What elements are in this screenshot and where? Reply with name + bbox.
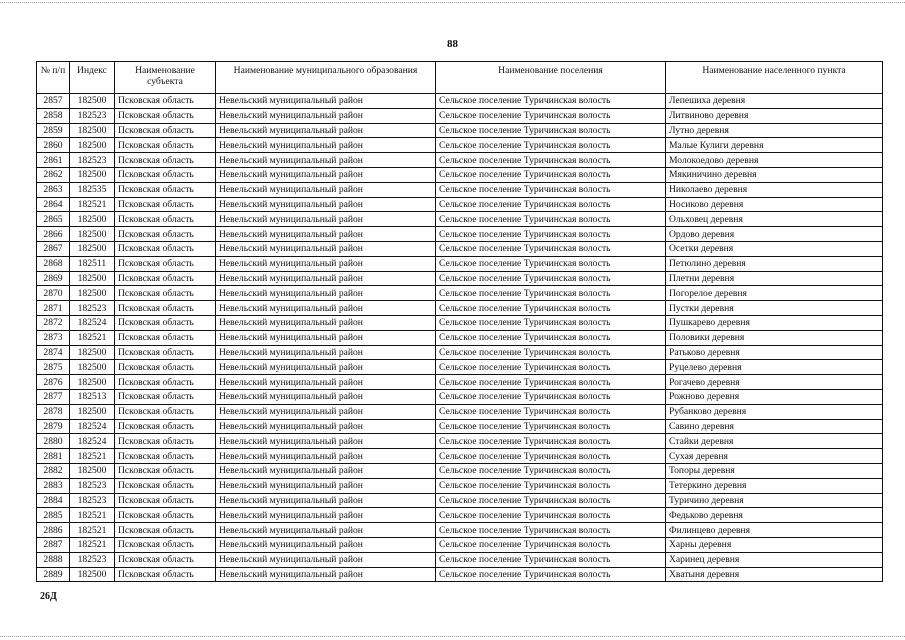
- locality-name: Руцелево деревня: [666, 360, 883, 375]
- municipality-name: Невельский муниципальный район: [216, 167, 436, 182]
- municipality-name: Невельский муниципальный район: [216, 493, 436, 508]
- settlement-name: Сельское поселение Туричинская волость: [436, 434, 666, 449]
- subject-name: Псковская область: [115, 182, 216, 197]
- municipality-name: Невельский муниципальный район: [216, 197, 436, 212]
- table-row: [37, 153, 883, 168]
- table-row: [37, 375, 883, 390]
- row-number: 2888: [37, 552, 70, 567]
- postal-index: 182521: [70, 330, 115, 345]
- settlement-name: Сельское поселение Туричинская волость: [436, 94, 666, 109]
- row-number: 2880: [37, 434, 70, 449]
- locality-name: Рубанково деревня: [666, 404, 883, 419]
- row-number: 2884: [37, 493, 70, 508]
- subject-name: Псковская область: [115, 271, 216, 286]
- subject-name: Псковская область: [115, 256, 216, 271]
- postal-index: 182500: [70, 404, 115, 419]
- municipality-name: Невельский муниципальный район: [216, 227, 436, 242]
- locality-name: Топоры деревня: [666, 463, 883, 478]
- postal-index: 182500: [70, 138, 115, 153]
- settlement-name: Сельское поселение Туричинская волость: [436, 508, 666, 523]
- subject-name: Псковская область: [115, 153, 216, 168]
- table-row: [37, 404, 883, 419]
- postal-index: 182521: [70, 508, 115, 523]
- page-number: 88: [447, 38, 458, 50]
- settlement-name: Сельское поселение Туричинская волость: [436, 182, 666, 197]
- municipality-name: Невельский муниципальный район: [216, 345, 436, 360]
- table-row: [37, 94, 883, 109]
- table-row: [37, 523, 883, 538]
- settlement-name: Сельское поселение Туричинская волость: [436, 241, 666, 256]
- subject-name: Псковская область: [115, 330, 216, 345]
- header-locality: Наименование населенного пункта: [666, 62, 883, 94]
- row-number: 2862: [37, 167, 70, 182]
- locality-name: Ратьково деревня: [666, 345, 883, 360]
- row-number: 2875: [37, 360, 70, 375]
- locality-name: Мякиничино деревня: [666, 167, 883, 182]
- postal-index: 182500: [70, 241, 115, 256]
- postal-index: 182500: [70, 123, 115, 138]
- municipality-name: Невельский муниципальный район: [216, 434, 436, 449]
- table-row: [37, 419, 883, 434]
- row-number: 2866: [37, 227, 70, 242]
- settlement-name: Сельское поселение Туричинская волость: [436, 315, 666, 330]
- scan-top-edge: [0, 2, 905, 3]
- table-row: [37, 567, 883, 582]
- subject-name: Псковская область: [115, 360, 216, 375]
- subject-name: Псковская область: [115, 212, 216, 227]
- subject-name: Псковская область: [115, 167, 216, 182]
- postal-index: 182523: [70, 301, 115, 316]
- municipality-name: Невельский муниципальный район: [216, 153, 436, 168]
- row-number: 2869: [37, 271, 70, 286]
- table-row: [37, 537, 883, 552]
- subject-name: Псковская область: [115, 94, 216, 109]
- postal-index: 182521: [70, 537, 115, 552]
- subject-name: Псковская область: [115, 123, 216, 138]
- row-number: 2887: [37, 537, 70, 552]
- settlement-name: Сельское поселение Туричинская волость: [436, 123, 666, 138]
- row-number: 2867: [37, 241, 70, 256]
- locality-name: Филинцево деревня: [666, 523, 883, 538]
- postal-index: 182500: [70, 463, 115, 478]
- table-row: [37, 182, 883, 197]
- postal-index: 182524: [70, 315, 115, 330]
- municipality-name: Невельский муниципальный район: [216, 537, 436, 552]
- settlement-name: Сельское поселение Туричинская волость: [436, 227, 666, 242]
- row-number: 2857: [37, 94, 70, 109]
- subject-name: Псковская область: [115, 493, 216, 508]
- settlement-name: Сельское поселение Туричинская волость: [436, 108, 666, 123]
- settlement-name: Сельское поселение Туричинская волость: [436, 419, 666, 434]
- locality-name: Рогачево деревня: [666, 375, 883, 390]
- row-number: 2859: [37, 123, 70, 138]
- municipality-name: Невельский муниципальный район: [216, 94, 436, 109]
- row-number: 2883: [37, 478, 70, 493]
- postal-index: 182523: [70, 478, 115, 493]
- postal-index: 182500: [70, 167, 115, 182]
- row-number: 2881: [37, 449, 70, 464]
- locality-name: Пушкарево деревня: [666, 315, 883, 330]
- locality-name: Литвиново деревня: [666, 108, 883, 123]
- row-number: 2885: [37, 508, 70, 523]
- table-row: [37, 167, 883, 182]
- locality-name: Туричино деревня: [666, 493, 883, 508]
- settlement-name: Сельское поселение Туричинская волость: [436, 567, 666, 582]
- locality-name: Половики деревня: [666, 330, 883, 345]
- row-number: 2873: [37, 330, 70, 345]
- postal-index: 182500: [70, 286, 115, 301]
- table-row: [37, 138, 883, 153]
- municipality-name: Невельский муниципальный район: [216, 108, 436, 123]
- table-row: [37, 301, 883, 316]
- table-row: [37, 389, 883, 404]
- postal-index: 182524: [70, 434, 115, 449]
- municipality-name: Невельский муниципальный район: [216, 182, 436, 197]
- postal-index: 182500: [70, 212, 115, 227]
- postal-index: 182535: [70, 182, 115, 197]
- subject-name: Псковская область: [115, 197, 216, 212]
- municipality-name: Невельский муниципальный район: [216, 375, 436, 390]
- municipality-name: Невельский муниципальный район: [216, 478, 436, 493]
- municipality-name: Невельский муниципальный район: [216, 419, 436, 434]
- row-number: 2860: [37, 138, 70, 153]
- row-number: 2889: [37, 567, 70, 582]
- municipality-name: Невельский муниципальный район: [216, 523, 436, 538]
- settlement-name: Сельское поселение Туричинская волость: [436, 153, 666, 168]
- settlement-name: Сельское поселение Туричинская волость: [436, 404, 666, 419]
- municipality-name: Невельский муниципальный район: [216, 360, 436, 375]
- row-number: 2871: [37, 301, 70, 316]
- table-row: [37, 241, 883, 256]
- postal-index: 182500: [70, 271, 115, 286]
- postal-index: 182500: [70, 227, 115, 242]
- settlement-name: Сельское поселение Туричинская волость: [436, 330, 666, 345]
- settlement-name: Сельское поселение Туричинская волость: [436, 138, 666, 153]
- postal-index: 182521: [70, 197, 115, 212]
- postal-index: 182500: [70, 345, 115, 360]
- postal-index: 182500: [70, 375, 115, 390]
- locality-name: Малые Кулиги деревня: [666, 138, 883, 153]
- municipality-name: Невельский муниципальный район: [216, 212, 436, 227]
- locality-name: Хватыня деревня: [666, 567, 883, 582]
- row-number: 2861: [37, 153, 70, 168]
- table-header-row: [37, 62, 883, 94]
- locality-name: Сухая деревня: [666, 449, 883, 464]
- municipality-name: Невельский муниципальный район: [216, 389, 436, 404]
- municipality-name: Невельский муниципальный район: [216, 256, 436, 271]
- postal-index: 182523: [70, 552, 115, 567]
- row-number: 2863: [37, 182, 70, 197]
- table-row: [37, 123, 883, 138]
- postal-index: 182523: [70, 493, 115, 508]
- subject-name: Псковская область: [115, 301, 216, 316]
- header-settlement: Наименование поселения: [436, 62, 666, 94]
- locality-name: Ольховец деревня: [666, 212, 883, 227]
- postal-index: 182523: [70, 108, 115, 123]
- scan-bottom-edge: [0, 636, 905, 637]
- settlement-name: Сельское поселение Туричинская волость: [436, 271, 666, 286]
- table-row: [37, 315, 883, 330]
- row-number: 2886: [37, 523, 70, 538]
- municipality-name: Невельский муниципальный район: [216, 508, 436, 523]
- subject-name: Псковская область: [115, 463, 216, 478]
- locality-name: Ордово деревня: [666, 227, 883, 242]
- settlement-name: Сельское поселение Туричинская волость: [436, 523, 666, 538]
- locality-name: Молокоедово деревня: [666, 153, 883, 168]
- settlement-name: Сельское поселение Туричинская волость: [436, 389, 666, 404]
- settlement-name: Сельское поселение Туричинская волость: [436, 256, 666, 271]
- locality-name: Стайки деревня: [666, 434, 883, 449]
- header-municipality: Наименование муниципального образования: [216, 62, 436, 94]
- row-number: 2864: [37, 197, 70, 212]
- settlements-table: [36, 61, 883, 582]
- table-row: [37, 493, 883, 508]
- table-row: [37, 552, 883, 567]
- row-number: 2879: [37, 419, 70, 434]
- table-row: [37, 345, 883, 360]
- locality-name: Лепешиха деревня: [666, 94, 883, 109]
- subject-name: Псковская область: [115, 286, 216, 301]
- postal-index: 182500: [70, 360, 115, 375]
- locality-name: Пустки деревня: [666, 301, 883, 316]
- locality-name: Николаево деревня: [666, 182, 883, 197]
- municipality-name: Невельский муниципальный район: [216, 404, 436, 419]
- locality-name: Федьково деревня: [666, 508, 883, 523]
- subject-name: Псковская область: [115, 478, 216, 493]
- locality-name: Осетки деревня: [666, 241, 883, 256]
- subject-name: Псковская область: [115, 449, 216, 464]
- postal-index: 182500: [70, 567, 115, 582]
- municipality-name: Невельский муниципальный район: [216, 301, 436, 316]
- table-row: [37, 449, 883, 464]
- postal-index: 182523: [70, 153, 115, 168]
- subject-name: Псковская область: [115, 419, 216, 434]
- subject-name: Псковская область: [115, 389, 216, 404]
- subject-name: Псковская область: [115, 315, 216, 330]
- row-number: 2876: [37, 375, 70, 390]
- municipality-name: Невельский муниципальный район: [216, 463, 436, 478]
- locality-name: Носиково деревня: [666, 197, 883, 212]
- header-number: № п/п: [37, 62, 70, 94]
- subject-name: Псковская область: [115, 552, 216, 567]
- row-number: 2874: [37, 345, 70, 360]
- settlement-name: Сельское поселение Туричинская волость: [436, 167, 666, 182]
- row-number: 2865: [37, 212, 70, 227]
- municipality-name: Невельский муниципальный район: [216, 330, 436, 345]
- subject-name: Псковская область: [115, 508, 216, 523]
- settlement-name: Сельское поселение Туричинская волость: [436, 552, 666, 567]
- municipality-name: Невельский муниципальный район: [216, 123, 436, 138]
- municipality-name: Невельский муниципальный район: [216, 567, 436, 582]
- locality-name: Харинец деревня: [666, 552, 883, 567]
- settlement-name: Сельское поселение Туричинская волость: [436, 212, 666, 227]
- municipality-name: Невельский муниципальный район: [216, 241, 436, 256]
- postal-index: 182521: [70, 523, 115, 538]
- municipality-name: Невельский муниципальный район: [216, 138, 436, 153]
- row-number: 2872: [37, 315, 70, 330]
- settlement-name: Сельское поселение Туричинская волость: [436, 463, 666, 478]
- settlement-name: Сельское поселение Туричинская волость: [436, 493, 666, 508]
- table-row: [37, 256, 883, 271]
- table-row: [37, 108, 883, 123]
- postal-index: 182521: [70, 449, 115, 464]
- table-row: [37, 197, 883, 212]
- row-number: 2858: [37, 108, 70, 123]
- settlement-name: Сельское поселение Туричинская волость: [436, 478, 666, 493]
- locality-name: Савино деревня: [666, 419, 883, 434]
- subject-name: Псковская область: [115, 434, 216, 449]
- settlement-name: Сельское поселение Туричинская волость: [436, 449, 666, 464]
- subject-name: Псковская область: [115, 138, 216, 153]
- postal-index: 182500: [70, 94, 115, 109]
- table-row: [37, 286, 883, 301]
- subject-name: Псковская область: [115, 227, 216, 242]
- subject-name: Псковская область: [115, 523, 216, 538]
- locality-name: Погорелое деревня: [666, 286, 883, 301]
- subject-name: Псковская область: [115, 345, 216, 360]
- header-subject: Наименование субъекта: [115, 62, 216, 94]
- header-index: Индекс: [70, 62, 115, 94]
- municipality-name: Невельский муниципальный район: [216, 552, 436, 567]
- settlement-name: Сельское поселение Туричинская волость: [436, 345, 666, 360]
- settlement-name: Сельское поселение Туричинская волость: [436, 537, 666, 552]
- subject-name: Псковская область: [115, 404, 216, 419]
- table-row: [37, 330, 883, 345]
- table-row: [37, 227, 883, 242]
- settlement-name: Сельское поселение Туричинская волость: [436, 197, 666, 212]
- postal-index: 182524: [70, 419, 115, 434]
- subject-name: Псковская область: [115, 241, 216, 256]
- table-row: [37, 212, 883, 227]
- table-row: [37, 508, 883, 523]
- locality-name: Рожново деревня: [666, 389, 883, 404]
- table-row: [37, 360, 883, 375]
- footer-code: 26Д: [40, 591, 57, 602]
- subject-name: Псковская область: [115, 108, 216, 123]
- table-row: [37, 478, 883, 493]
- locality-name: Лутно деревня: [666, 123, 883, 138]
- postal-index: 182511: [70, 256, 115, 271]
- row-number: 2878: [37, 404, 70, 419]
- municipality-name: Невельский муниципальный район: [216, 315, 436, 330]
- row-number: 2877: [37, 389, 70, 404]
- municipality-name: Невельский муниципальный район: [216, 271, 436, 286]
- subject-name: Псковская область: [115, 567, 216, 582]
- locality-name: Тетеркино деревня: [666, 478, 883, 493]
- municipality-name: Невельский муниципальный район: [216, 449, 436, 464]
- row-number: 2882: [37, 463, 70, 478]
- locality-name: Харны деревня: [666, 537, 883, 552]
- locality-name: Петюлино деревня: [666, 256, 883, 271]
- settlement-name: Сельское поселение Туричинская волость: [436, 375, 666, 390]
- subject-name: Псковская область: [115, 375, 216, 390]
- table-body: [37, 94, 883, 582]
- settlement-name: Сельское поселение Туричинская волость: [436, 301, 666, 316]
- row-number: 2870: [37, 286, 70, 301]
- settlement-name: Сельское поселение Туричинская волость: [436, 360, 666, 375]
- settlement-name: Сельское поселение Туричинская волость: [436, 286, 666, 301]
- table-row: [37, 271, 883, 286]
- table-row: [37, 434, 883, 449]
- subject-name: Псковская область: [115, 537, 216, 552]
- postal-index: 182513: [70, 389, 115, 404]
- table-row: [37, 463, 883, 478]
- municipality-name: Невельский муниципальный район: [216, 286, 436, 301]
- locality-name: Плетни деревня: [666, 271, 883, 286]
- row-number: 2868: [37, 256, 70, 271]
